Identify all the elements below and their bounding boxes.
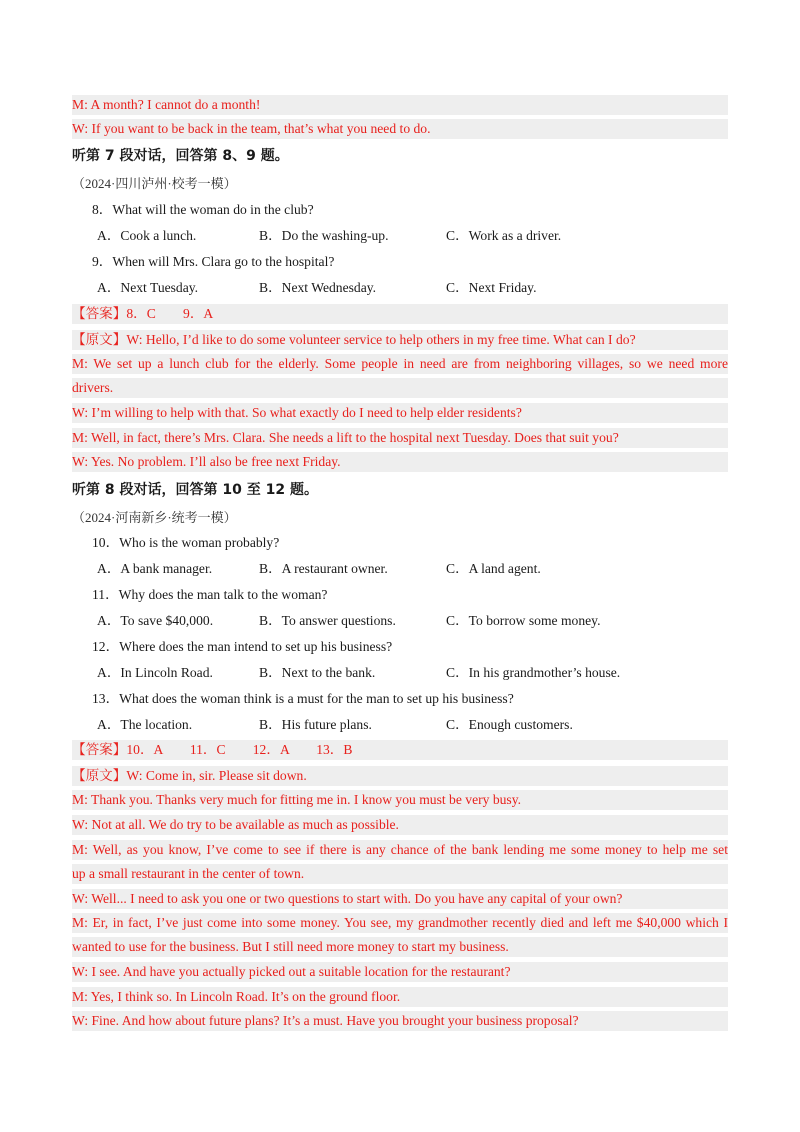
option-c: C．A land agent. (446, 561, 541, 576)
transcript-line: drivers. (72, 378, 728, 398)
question-stem: 10．Who is the woman probably? (92, 535, 280, 550)
option-b: B．To answer questions. (259, 613, 396, 628)
answer-text: 8．C 9．A (126, 306, 214, 321)
option-c: C．To borrow some money. (446, 613, 601, 628)
transcript-line: M: We set up a lunch club for the elderly. Some people in need are from neighboring villages, so we need more (72, 354, 728, 374)
question-stem: 8．What will the woman do in the club? (92, 202, 314, 217)
transcript-line: W: If you want to be back in the team, that’s what you need to do. (72, 119, 728, 139)
option-a: A．In Lincoln Road. (97, 665, 213, 680)
answer-line (72, 740, 728, 760)
question-source: （2024·四川泸州·校考一模） (72, 176, 237, 191)
transcript-line: M: Er, in fact, I’ve just come into some money. You see, my grandmother recently died and left me $40,000 which I (72, 913, 728, 933)
option-b: B．His future plans. (259, 717, 372, 732)
option-a: A．A bank manager. (97, 561, 213, 576)
transcript-text: W: Come in, sir. Please sit down. (126, 768, 307, 783)
option-b: B．Next to the bank. (259, 665, 376, 680)
question-stem: 11．Why does the man talk to the woman? (92, 587, 328, 602)
option-a: A．The location. (97, 717, 193, 732)
transcript-line: W: I see. And have you actually picked out a suitable location for the restaurant? (72, 962, 728, 982)
transcript-line: M: Well, in fact, there’s Mrs. Clara. She needs a lift to the hospital next Tuesday. Does that suit you? (72, 428, 728, 448)
option-b: B．Do the washing-up. (259, 228, 389, 243)
transcript-line: W: Not at all. We do try to be available as much as possible. (72, 815, 728, 835)
transcript-line: M: Thank you. Thanks very much for fitting me in. I know you must be very busy. (72, 790, 728, 810)
answer-label: 【答案】 (72, 306, 127, 321)
transcript-line: M: Yes, I think so. In Lincoln Road. It’s on the ground floor. (72, 987, 728, 1007)
option-a: A．To save $40,000. (97, 613, 214, 628)
question-stem: 13．What does the woman think is a must for the man to set up his business? (92, 691, 514, 706)
transcript-line: wanted to use for the business. But I still need more money to start my business. (72, 937, 728, 957)
question-stem: 9．When will Mrs. Clara go to the hospital? (92, 254, 335, 269)
transcript-line (72, 766, 728, 786)
option-b: B．A restaurant owner. (259, 561, 388, 576)
option-a: A．Next Tuesday. (97, 280, 199, 295)
transcript-line: W: Fine. And how about future plans? It’s a must. Have you brought your business proposal? (72, 1011, 728, 1031)
transcript-text: W: Hello, I’d like to do some volunteer service to help others in my free time. What can I do? (126, 332, 636, 347)
transcript-line (72, 330, 728, 350)
transcript-line: W: Yes. No problem. I’ll also be free next Friday. (72, 452, 728, 472)
transcript-label: 【原文】 (72, 768, 127, 783)
transcript-line: M: A month? I cannot do a month! (72, 95, 728, 115)
transcript-line: M: Well, as you know, I’ve come to see if there is any chance of the bank lending me some money to help me set (72, 840, 728, 860)
answer-line (72, 304, 728, 324)
option-c: C．Next Friday. (446, 280, 537, 295)
transcript-line: W: I’m willing to help with that. So what exactly do I need to help elder residents? (72, 403, 728, 423)
section-heading: 听第 7 段对话，回答第 8、9 题。 (72, 148, 289, 164)
transcript-line: up a small restaurant in the center of town. (72, 864, 728, 884)
answer-text: 10．A 11．C 12．A 13．B (126, 742, 353, 757)
question-stem: 12．Where does the man intend to set up his business? (92, 639, 393, 654)
section-heading: 听第 8 段对话，回答第 10 至 12 题。 (72, 482, 318, 498)
transcript-line: W: Well... I need to ask you one or two questions to start with. Do you have any capital of your own? (72, 889, 728, 909)
option-a: A．Cook a lunch. (97, 228, 197, 243)
option-c: C．Work as a driver. (446, 228, 562, 243)
option-c: C．Enough customers. (446, 717, 573, 732)
question-source: （2024·河南新乡·统考一模） (72, 510, 237, 525)
answer-label: 【答案】 (72, 742, 127, 757)
option-b: B．Next Wednesday. (259, 280, 377, 295)
transcript-label: 【原文】 (72, 332, 127, 347)
option-c: C．In his grandmother’s house. (446, 665, 621, 680)
